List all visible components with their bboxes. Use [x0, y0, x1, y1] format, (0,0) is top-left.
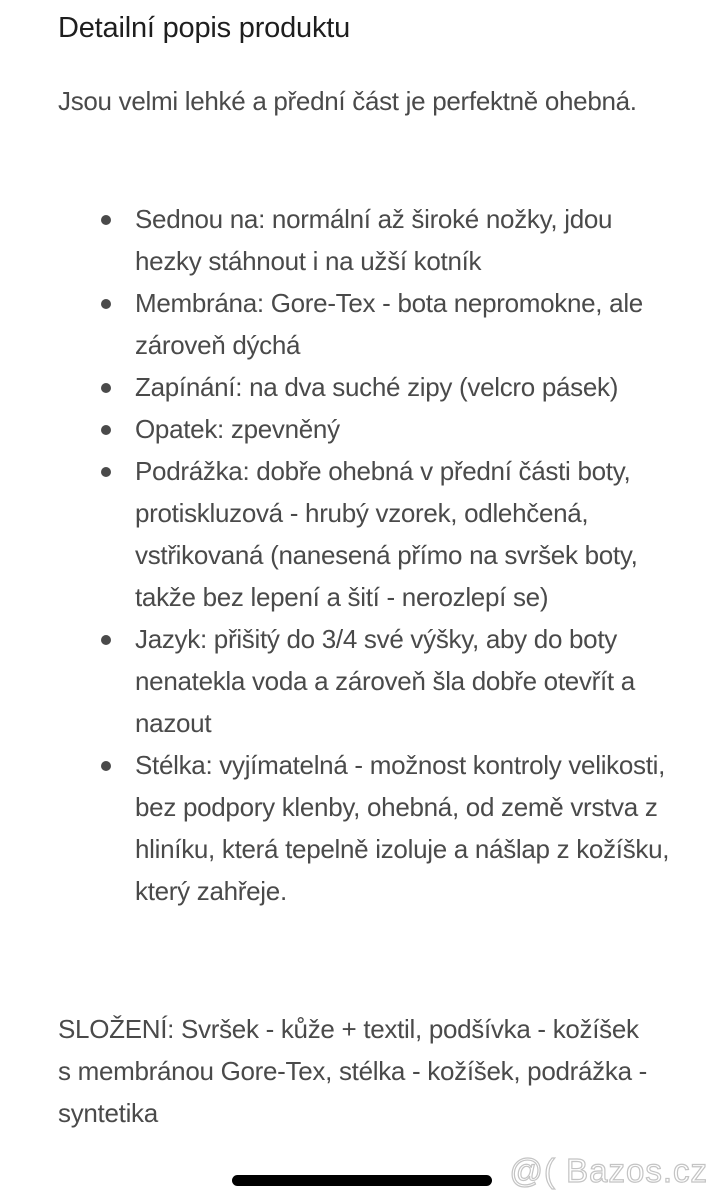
feature-text: Sednou na: normální až široké nožky, jdou hezky stáhnout i na užší kotník	[135, 204, 613, 276]
bullet-icon	[101, 761, 111, 771]
list-item	[58, 744, 678, 912]
feature-text: Podrážka: dobře ohebná v přední části boty, protiskluzová - hrubý vzorek, odlehčená, vstřikovaná (nanesená přímo na svršek boty, takže bez lepení a šití - nerozlepí se)	[135, 456, 638, 612]
feature-text: Zapínání: na dva suché zipy (velcro pásek)	[135, 372, 619, 402]
list-item	[58, 450, 678, 618]
home-indicator-bar[interactable]	[232, 1175, 492, 1186]
composition-paragraph: SLOŽENÍ: Svršek - kůže + textil, podšívka - kožíšek s membránou Gore-Tex, stélka - kožíšek, podrážka - syntetika	[58, 1014, 648, 1128]
feature-text: Jazyk: přišitý do 3/4 své výšky, aby do boty nenatekla voda a zároveň šla dobře otevřít a nazout	[135, 624, 635, 738]
bullet-icon	[101, 467, 111, 477]
list-item	[58, 618, 678, 744]
list-item	[58, 408, 678, 450]
intro-paragraph: Jsou velmi lehké a přední část je perfektně ohebná.	[58, 86, 637, 116]
bullet-icon	[101, 215, 111, 225]
list-item	[58, 366, 678, 408]
feature-text: Membrána: Gore-Tex - bota nepromokne, ale zároveň dýchá	[135, 288, 643, 360]
feature-list	[58, 198, 678, 912]
list-item	[58, 282, 678, 366]
section-title: Detailní popis produktu	[58, 12, 351, 44]
feature-text: Stélka: vyjímatelná - možnost kontroly velikosti, bez podpory klenby, ohebná, od země vrstva z hliníku, která tepelně izoluje a nášlap z kožíšku, který zahřeje.	[135, 750, 670, 906]
bullet-icon	[101, 635, 111, 645]
bullet-icon	[101, 425, 111, 435]
bullet-icon	[101, 383, 111, 393]
list-item	[58, 198, 678, 282]
feature-text: Opatek: zpevněný	[135, 414, 340, 444]
watermark-logo: @( Bazos.cz	[509, 1152, 708, 1189]
bullet-icon	[101, 299, 111, 309]
